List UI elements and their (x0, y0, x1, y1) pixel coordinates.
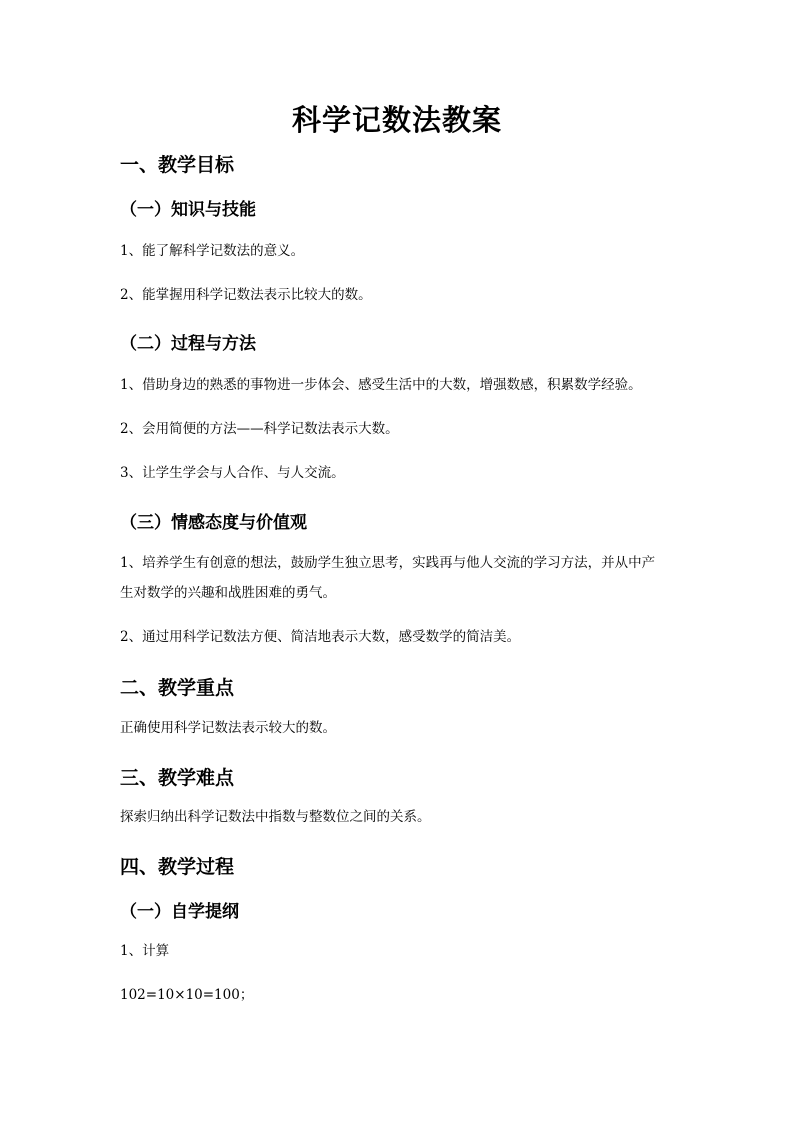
paragraph: 2、通过用科学记数法方便、简洁地表示大数，感受数学的简洁美。 (120, 629, 521, 645)
section-heading-process: 四、教学过程 (120, 856, 235, 878)
section-heading-difficulties: 三、教学难点 (120, 767, 235, 789)
paragraph: 2、会用简便的方法——科学记数法表示大数。 (120, 421, 399, 437)
paragraph: 探索归纳出科学记数法中指数与整数位之间的关系。 (120, 809, 431, 825)
subsection-heading-self-study: （一）自学提纲 (120, 902, 239, 922)
paragraph: 1、借助身边的熟悉的事物进一步体会、感受生活中的大数，增强数感，积累数学经验。 (120, 377, 642, 393)
subsection-heading-process: （二）过程与方法 (120, 334, 256, 354)
paragraph: 1、培养学生有创意的想法，鼓励学生独立思考，实践再与他人交流的学习方法，并从中产 (120, 555, 656, 571)
section-heading-objectives: 一、教学目标 (120, 154, 235, 176)
paragraph: 正确使用科学记数法表示较大的数。 (120, 720, 336, 736)
paragraph: 2、能掌握用科学记数法表示比较大的数。 (120, 287, 372, 303)
document-title: 科学记数法教案 (291, 103, 502, 137)
paragraph: 生对数学的兴趣和战胜困难的勇气。 (120, 585, 336, 601)
subsection-heading-attitude: （三）情感态度与价值观 (120, 513, 307, 533)
subsection-heading-knowledge: （一）知识与技能 (120, 200, 256, 220)
paragraph: 3、让学生学会与人合作、与人交流。 (120, 465, 345, 481)
section-heading-key-points: 二、教学重点 (120, 677, 235, 699)
paragraph: 1、能了解科学记数法的意义。 (120, 243, 305, 259)
paragraph: 1、计算 (120, 943, 170, 959)
formula-line: 102=10×10=100； (120, 987, 254, 1003)
